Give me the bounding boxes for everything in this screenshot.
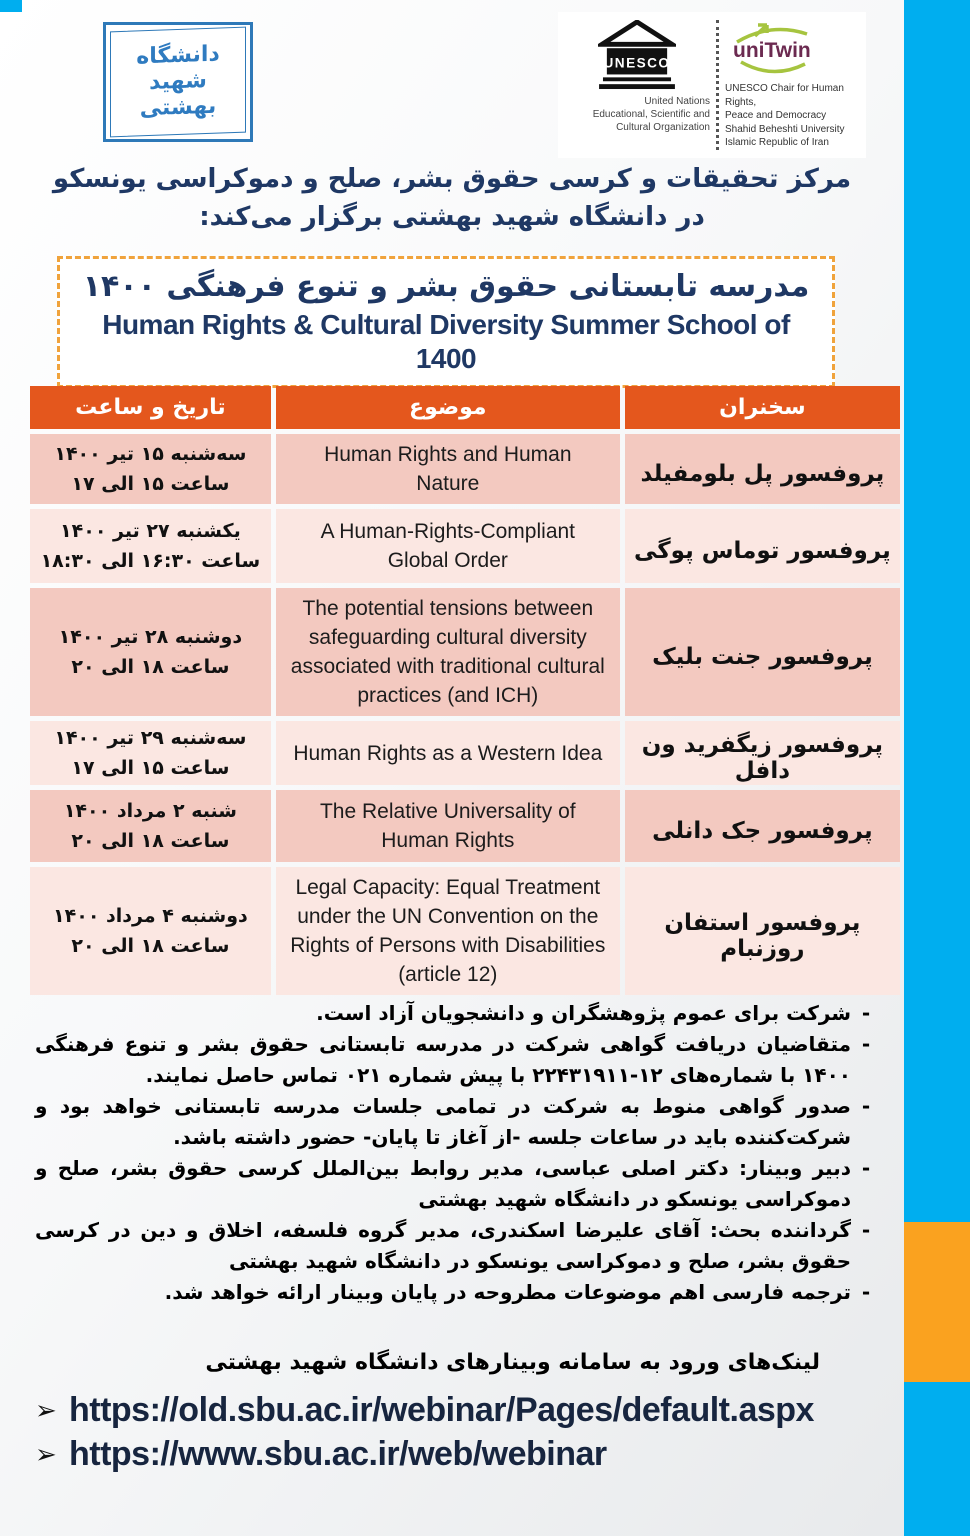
title-banner <box>57 256 835 388</box>
list-item: - صدور گواهی منوط به شرکت در تمامی جلسات مدرسه تابستانی خواهد بود و شرکت‌کننده باید در ساعات جلسه -از آغاز تا پایان- حضور داشته باشد. <box>35 1091 881 1153</box>
sbu-logo-word: دانشگاه <box>136 41 220 70</box>
rail-blue-bottom <box>904 1382 970 1536</box>
unitwin-logo <box>725 20 860 150</box>
links-list <box>35 1388 905 1476</box>
corner-accent <box>0 0 22 12</box>
table-row: سه‌شنبه ۲۹ تیر ۱۴۰۰ ساعت ۱۵ الی ۱۷ Human Rights as a Western Idea پروفسور زیگفرید ون دافل <box>30 721 900 785</box>
header-date-time: تاریخ و ساعت <box>30 386 271 429</box>
header-topic: موضوع <box>276 386 620 429</box>
unesco-temple-icon <box>598 20 676 90</box>
webinar-link-new[interactable]: https://www.sbu.ac.ir/web/webinar <box>69 1434 607 1473</box>
rail-blue-top <box>904 0 970 1222</box>
arrow-bullet-icon: ➢ <box>35 1438 57 1469</box>
list-item <box>35 1432 905 1476</box>
list-item <box>35 1388 905 1432</box>
intro-line-1: مرکز تحقیقات و کرسی حقوق بشر، صلح و دموکراسی یونسکو <box>52 164 852 194</box>
table-row: دوشنبه ۴ مرداد ۱۴۰۰ ساعت ۱۸ الی ۲۰ Legal Capacity: Equal Treatment under the UN Convention on the Rights of Persons with Disabilities (article 12) پروفسور استفان روزنبام <box>30 867 900 995</box>
dash-bullet: - <box>861 1094 871 1118</box>
side-rail <box>904 0 970 1536</box>
svg-text:uniTwin: uniTwin <box>733 39 811 62</box>
intro-line-2: در دانشگاه شهید بهشتی برگزار می‌کند: <box>199 202 705 232</box>
unitwin-caption: UNESCO Chair for Human Rights, Peace and Democracy Shahid Beheshti University Islamic Republic of Iran <box>725 83 845 148</box>
dash-bullet: - <box>861 1218 871 1242</box>
banner-title-fa: مدرسه تابستانی حقوق بشر و تنوع فرهنگی ۱۴۰۰ <box>82 269 810 304</box>
schedule-table <box>25 381 905 1000</box>
table-row: سه‌شنبه ۱۵ تیر ۱۴۰۰ ساعت ۱۵ الی ۱۷ Human Rights and Human Nature پروفسور پل بلومفیلد <box>30 434 900 504</box>
table-row: دوشنبه ۲۸ تیر ۱۴۰۰ ساعت ۱۸ الی ۲۰ The potential tensions between safeguarding cultural diversity associated with traditional cultural practices (and ICH) پروفسور جنت بلیک <box>30 588 900 716</box>
table-row: یکشنبه ۲۷ تیر ۱۴۰۰ ساعت ۱۶:۳۰ الی ۱۸:۳۰ A Human-Rights-Compliant Global Order پروفسور توماس پوگی <box>30 509 900 583</box>
notes-list <box>35 998 881 1308</box>
header-speaker: سخنران <box>625 386 900 429</box>
list-item: - دبیر وبینار: دکتر اصلی عباسی، مدیر روابط بین‌الملل کرسی حقوق بشر، صلح و دموکراسی یونسکو در دانشگاه شهید بهشتی <box>35 1153 881 1215</box>
rail-orange <box>904 1222 970 1382</box>
webinar-link-old[interactable]: https://old.sbu.ac.ir/webinar/Pages/default.aspx <box>69 1390 814 1429</box>
list-item: - گرداننده بحث: آقای علیرضا اسکندری، مدیر گروه فلسفه، اخلاق و دین در کرسی حقوق بشر، صلح و دموکراسی یونسکو در دانشگاه شهید بهشتی <box>35 1215 881 1277</box>
sbu-logo-word: بهشتی <box>139 93 217 122</box>
intro-heading <box>0 160 904 236</box>
links-heading: لینک‌های ورود به سامانه وبینارهای دانشگاه شهید بهشتی <box>205 1350 820 1375</box>
list-item: - متقاضیان دریافت گواهی شرکت در مدرسه تابستانی حقوق بشر و تنوع فرهنگی ۱۴۰۰ با شماره‌های ۱۲-۲۲۴۳۱۹۱۱ با پیش شماره ۰۲۱ تماس حاصل نمایند. <box>35 1029 881 1091</box>
table-row: شنبه ۲ مرداد ۱۴۰۰ ساعت ۱۸ الی ۲۰ The Relative Universality of Human Rights پروفسور جک دانلی <box>30 790 900 862</box>
list-item: - ترجمه فارسی اهم موضوعات مطروحه در پایان وبینار ارائه خواهد شد. <box>35 1277 881 1308</box>
sbu-logo-word: شهید <box>149 67 207 96</box>
sbu-logo <box>103 22 253 142</box>
unitwin-globe-icon <box>725 20 817 78</box>
unesco-logo <box>564 20 710 150</box>
dash-bullet: - <box>861 1001 871 1025</box>
dash-bullet: - <box>861 1280 871 1304</box>
table-header-row <box>30 386 900 429</box>
dotted-divider <box>716 20 719 150</box>
list-item: - شرکت برای عموم پژوهشگران و دانشجویان آزاد است. <box>35 998 881 1029</box>
sbu-logo-calligraphy <box>110 27 246 138</box>
dash-bullet: - <box>861 1032 871 1056</box>
banner-title-en: Human Rights & Cultural Diversity Summer School of 1400 <box>102 309 790 374</box>
unesco-unitwin-block <box>558 12 866 158</box>
unesco-caption: United Nations Educational, Scientific and Cultural Organization <box>592 96 710 133</box>
arrow-bullet-icon: ➢ <box>35 1394 57 1425</box>
svg-text:UNESCO: UNESCO <box>603 55 671 71</box>
dash-bullet: - <box>861 1156 871 1180</box>
